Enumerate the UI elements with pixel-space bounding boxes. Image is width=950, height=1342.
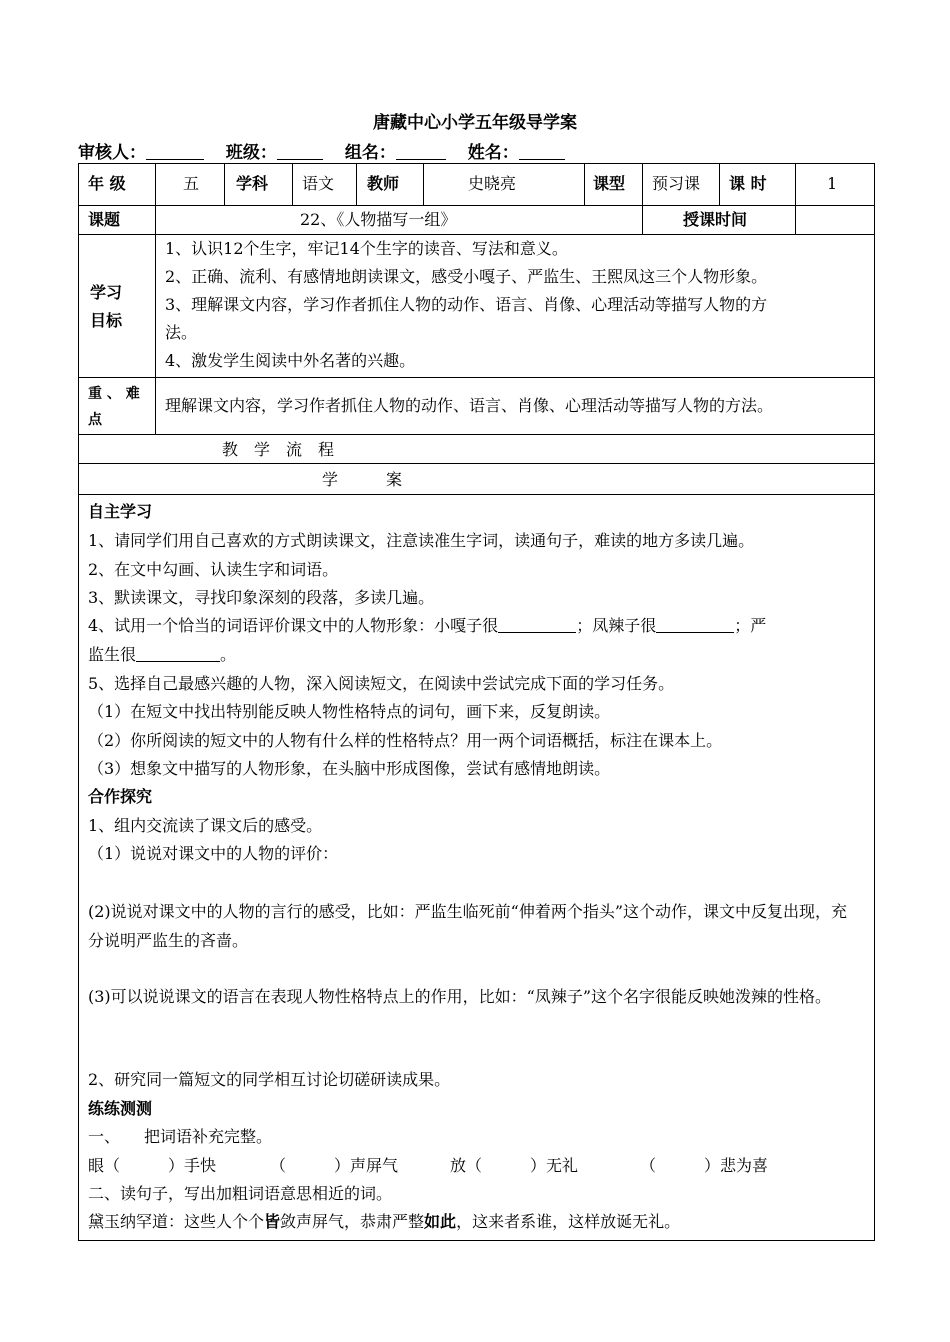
col-divider <box>292 163 293 205</box>
row-divider <box>78 434 875 435</box>
word-fill[interactable]: （ ）声屏气 <box>270 1156 399 1175</box>
practice-item: 一、 把词语补充完整。 <box>88 1127 273 1146</box>
goal-item: 4、激发学生阅读中外名著的兴趣。 <box>165 351 416 370</box>
self-study-sub-item: （1）在短文中找出特别能反映人物性格特点的词句，画下来，反复朗读。 <box>88 702 611 721</box>
item4-text-d: 监生很 <box>88 645 137 664</box>
self-study-item: 1、请同学们用自己喜欢的方式朗读课文，注意读准生字词，读通句子，难读的地方多读几遍。 <box>88 531 755 550</box>
col-divider <box>642 163 643 234</box>
name-label: 姓名： <box>467 143 519 163</box>
goal-item: 1、认识12个生字，牢记14个生字的读音、写法和意义。 <box>165 239 568 258</box>
cooperative-sub-item: (3)可以说说课文的语言在表现人物性格特点上的作用，比如：“凤辣子”这个名字很能反映她泼辣的性格。 <box>88 987 832 1006</box>
col-divider <box>423 163 424 205</box>
self-study-item: 3、默读课文，寻找印象深刻的段落，多读几遍。 <box>88 588 435 607</box>
reviewer-label: 审核人： <box>78 143 146 163</box>
goals-label-line1: 学习 <box>90 283 123 302</box>
group-label: 组名： <box>344 143 396 163</box>
fill-blank[interactable] <box>136 645 220 662</box>
class-time-label: 授课时间 <box>683 210 748 229</box>
page-title: 唐藏中心小学五年级导学案 <box>373 113 577 133</box>
col-divider <box>224 163 225 205</box>
type-label: 课型 <box>593 174 626 193</box>
fill-blank[interactable] <box>656 616 734 633</box>
item4-text-e: 。 <box>220 645 237 664</box>
bold-word: 如此 <box>424 1212 457 1231</box>
col-divider <box>584 163 585 205</box>
hours-value: 1 <box>827 174 838 193</box>
goal-item: 法。 <box>165 323 198 342</box>
col-divider <box>719 163 720 205</box>
fill-blank[interactable] <box>498 616 576 633</box>
item4-text-c: ；严 <box>734 616 767 635</box>
cooperative-sub-item: （1）说说对课文中的人物的评价： <box>88 844 339 863</box>
col-divider <box>155 163 156 434</box>
practice-heading: 练练测测 <box>88 1099 153 1118</box>
subject-label: 学科 <box>236 174 269 193</box>
flow-heading: 教 学 流 程 <box>222 440 335 459</box>
item4-text-a: 4、试用一个恰当的词语评价课文中的人物形象：小嘎子很 <box>88 616 499 635</box>
self-study-sub-item: （2）你所阅读的短文中的人物有什么样的性格特点？用一两个词语概括，标注在课本上。 <box>88 731 723 750</box>
item4-text-b: ；凤辣子很 <box>576 616 657 635</box>
word-fill[interactable]: 眼（ ）手快 <box>88 1156 217 1175</box>
word-fill[interactable]: 放（ ）无礼 <box>450 1156 579 1175</box>
self-study-heading: 自主学习 <box>88 502 153 521</box>
goal-item: 2、正确、流利、有感情地朗读课文，感受小嘎子、严监生、王熙凤这三个人物形象。 <box>165 267 768 286</box>
teacher-label: 教师 <box>367 174 400 193</box>
cooperative-item: 2、研究同一篇短文的同学相互讨论切磋研读成果。 <box>88 1070 451 1089</box>
word-fill[interactable]: （ ）悲为喜 <box>640 1156 769 1175</box>
topic-label: 课题 <box>88 210 121 229</box>
sentence-part: ，这来者系谁，这样放诞无礼。 <box>456 1212 681 1231</box>
practice-item: 二、读句子，写出加粗词语意思相近的词。 <box>88 1184 393 1203</box>
self-study-sub-item: （3）想象文中描写的人物形象，在头脑中形成图像，尝试有感情地朗读。 <box>88 759 611 778</box>
subject-value: 语文 <box>302 174 335 193</box>
class-blank[interactable] <box>277 143 323 160</box>
practice-sentence <box>88 1211 680 1233</box>
class-label: 班级： <box>225 143 277 163</box>
row-divider <box>78 205 875 206</box>
type-value: 预习课 <box>652 174 701 193</box>
grade-label: 年 级 <box>88 174 126 193</box>
self-study-item: 5、选择自己最感兴趣的人物，深入阅读短文，在阅读中尝试完成下面的学习任务。 <box>88 674 675 693</box>
cooperative-item: 1、组内交流读了课文后的感受。 <box>88 816 323 835</box>
grade-value: 五 <box>183 174 200 193</box>
teacher-value: 史晓亮 <box>468 174 517 193</box>
cooperative-sub-item: (2)说说对课文中的人物的言行的感受，比如：严监生临死前“伸着两个指头”这个动作，课文中反复出现，充分说明严监生的吝啬。 <box>88 902 848 950</box>
hours-label: 课 时 <box>729 174 767 193</box>
topic-value: 22、《人物描写一组》 <box>300 210 457 229</box>
row-divider <box>78 234 875 235</box>
goal-item: 3、理解课文内容，学习作者抓住人物的动作、语言、肖像、心理活动等描写人物的方 <box>165 295 768 314</box>
reviewer-blank[interactable] <box>146 143 204 160</box>
cooperative-heading: 合作探究 <box>88 787 153 806</box>
key-points-text: 理解课文内容，学习作者抓住人物的动作、语言、肖像、心理活动等描写人物的方法。 <box>165 396 774 415</box>
row-divider <box>78 463 875 464</box>
self-study-item-4-cont <box>88 644 236 666</box>
col-divider <box>356 163 357 205</box>
key-points-label-line1: 重 、 难 <box>88 386 140 402</box>
row-divider <box>78 494 875 495</box>
sentence-part: 敛声屏气，恭肃严整 <box>280 1212 425 1231</box>
group-blank[interactable] <box>396 143 446 160</box>
row-divider <box>78 377 875 378</box>
header-line <box>78 138 565 163</box>
key-points-label-line2: 点 <box>88 412 102 428</box>
name-blank[interactable] <box>519 143 565 160</box>
bold-word: 皆 <box>264 1212 281 1231</box>
goals-label-line2: 目标 <box>90 311 123 330</box>
col-divider <box>795 163 796 234</box>
plan-heading: 学 案 <box>322 470 403 489</box>
sentence-part: 黛玉纳罕道：这些人个个 <box>88 1212 265 1231</box>
self-study-item: 2、在文中勾画、认读生字和词语。 <box>88 560 339 579</box>
self-study-item-4 <box>88 615 766 637</box>
